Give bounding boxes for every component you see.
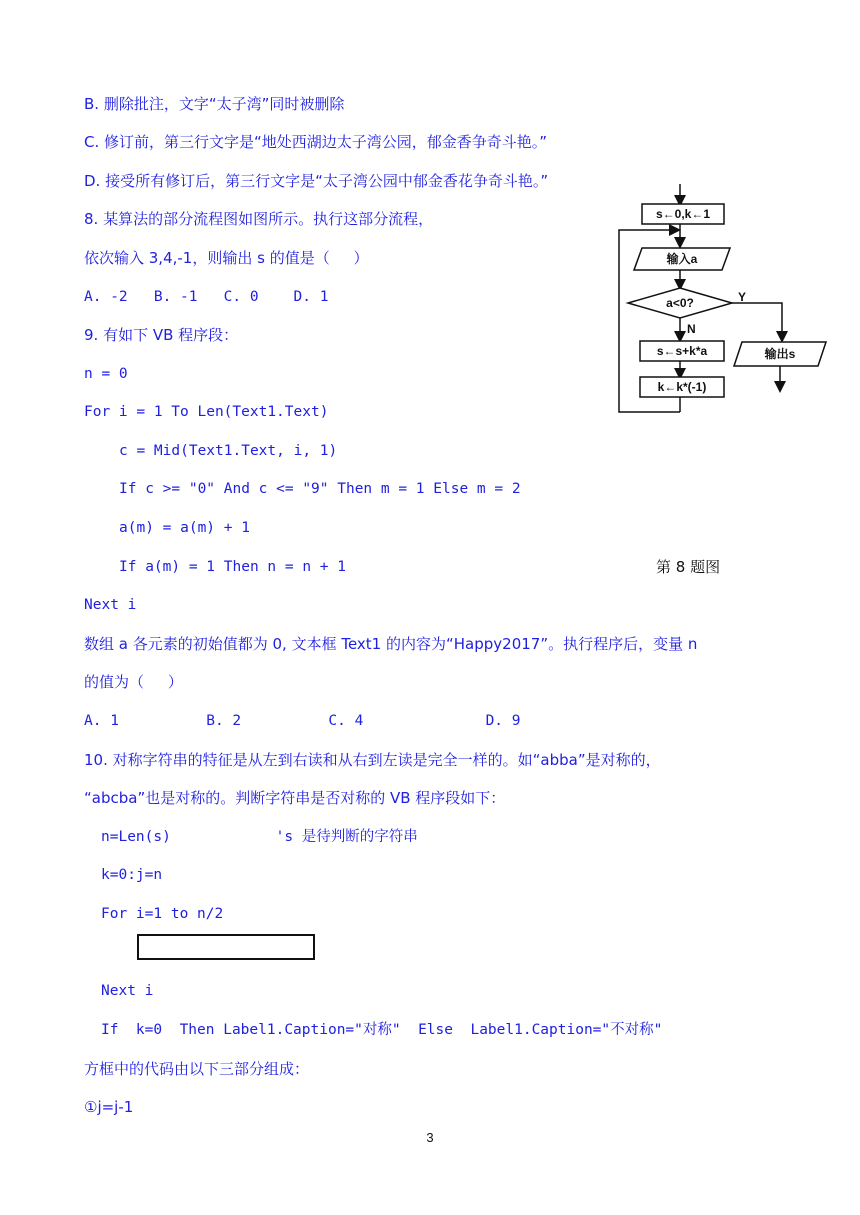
code-line: n = 0 xyxy=(84,366,128,382)
condition-label: a<0? xyxy=(666,296,694,310)
code-line: k=0:j=n xyxy=(101,867,163,883)
update-k-label: k←k*(-1) xyxy=(657,380,707,394)
option-b: B. 删除批注，文字“太子湾”同时被删除 xyxy=(84,95,345,113)
input-label: 输入a xyxy=(666,252,698,266)
question-10-line1: 10. 对称字符串的特征是从左到右读和从右到左读是完全一样的。如“abba”是对称的， xyxy=(84,751,661,769)
answer-blank-box xyxy=(137,934,315,960)
question-8-line2: 依次输入 3,4,-1，则输出 s 的值是（ ） xyxy=(84,249,369,267)
part-1: ①j=j-1 xyxy=(84,1098,134,1116)
question-10-desc: 方框中的代码由以下三部分组成： xyxy=(84,1060,310,1078)
yes-label: Y xyxy=(738,290,747,304)
code-line: Next i xyxy=(101,983,154,999)
question-9-desc2: 的值为（ ） xyxy=(84,673,183,691)
question-9-title: 9. 有如下 VB 程序段： xyxy=(84,326,239,344)
question-9-options: A. 1 B. 2 C. 4 D. 9 xyxy=(84,713,521,729)
code-line: If c >= "0" And c <= "9" Then m = 1 Else m = 2 xyxy=(119,481,521,497)
question-8-line1: 8. 某算法的部分流程图如图所示。执行这部分流程， xyxy=(84,210,434,228)
question-9-desc1: 数组 a 各元素的初始值都为 0, 文本框 Text1 的内容为“Happy2017”。执行程序后，变量 n xyxy=(84,635,698,653)
output-label: 输出s xyxy=(764,347,796,361)
code-line: If a(m) = 1 Then n = n + 1 xyxy=(119,559,346,575)
update-s-label: s←s+k*a xyxy=(656,344,708,358)
code-line: For i=1 to n/2 xyxy=(101,906,224,922)
init-label: s←0,k←1 xyxy=(655,207,711,221)
page-number: 3 xyxy=(426,1130,434,1145)
question-8-options: A. -2 B. -1 C. 0 D. 1 xyxy=(84,289,329,305)
option-d: D. 接受所有修订后，第三行文字是“太子湾公园中郁金香花争奇斗艳。” xyxy=(84,172,549,190)
code-line: n=Len(s) 's 是待判断的字符串 xyxy=(101,829,418,845)
question-10-line2: “abcba”也是对称的。判断字符串是否对称的 VB 程序段如下： xyxy=(84,789,506,807)
flowchart xyxy=(612,180,842,420)
code-line: c = Mid(Text1.Text, i, 1) xyxy=(119,443,338,459)
code-line: a(m) = a(m) + 1 xyxy=(119,520,250,536)
code-line: For i = 1 To Len(Text1.Text) xyxy=(84,404,329,420)
no-label: N xyxy=(687,322,696,336)
code-line: If k=0 Then Label1.Caption="对称" Else Label1.Caption="不对称" xyxy=(101,1022,663,1038)
figure-caption: 第 8 题图 xyxy=(656,558,721,576)
code-line: Next i xyxy=(84,597,137,613)
option-c: C. 修订前，第三行文字是“地处西湖边太子湾公园，郁金香争奇斗艳。” xyxy=(84,133,548,151)
